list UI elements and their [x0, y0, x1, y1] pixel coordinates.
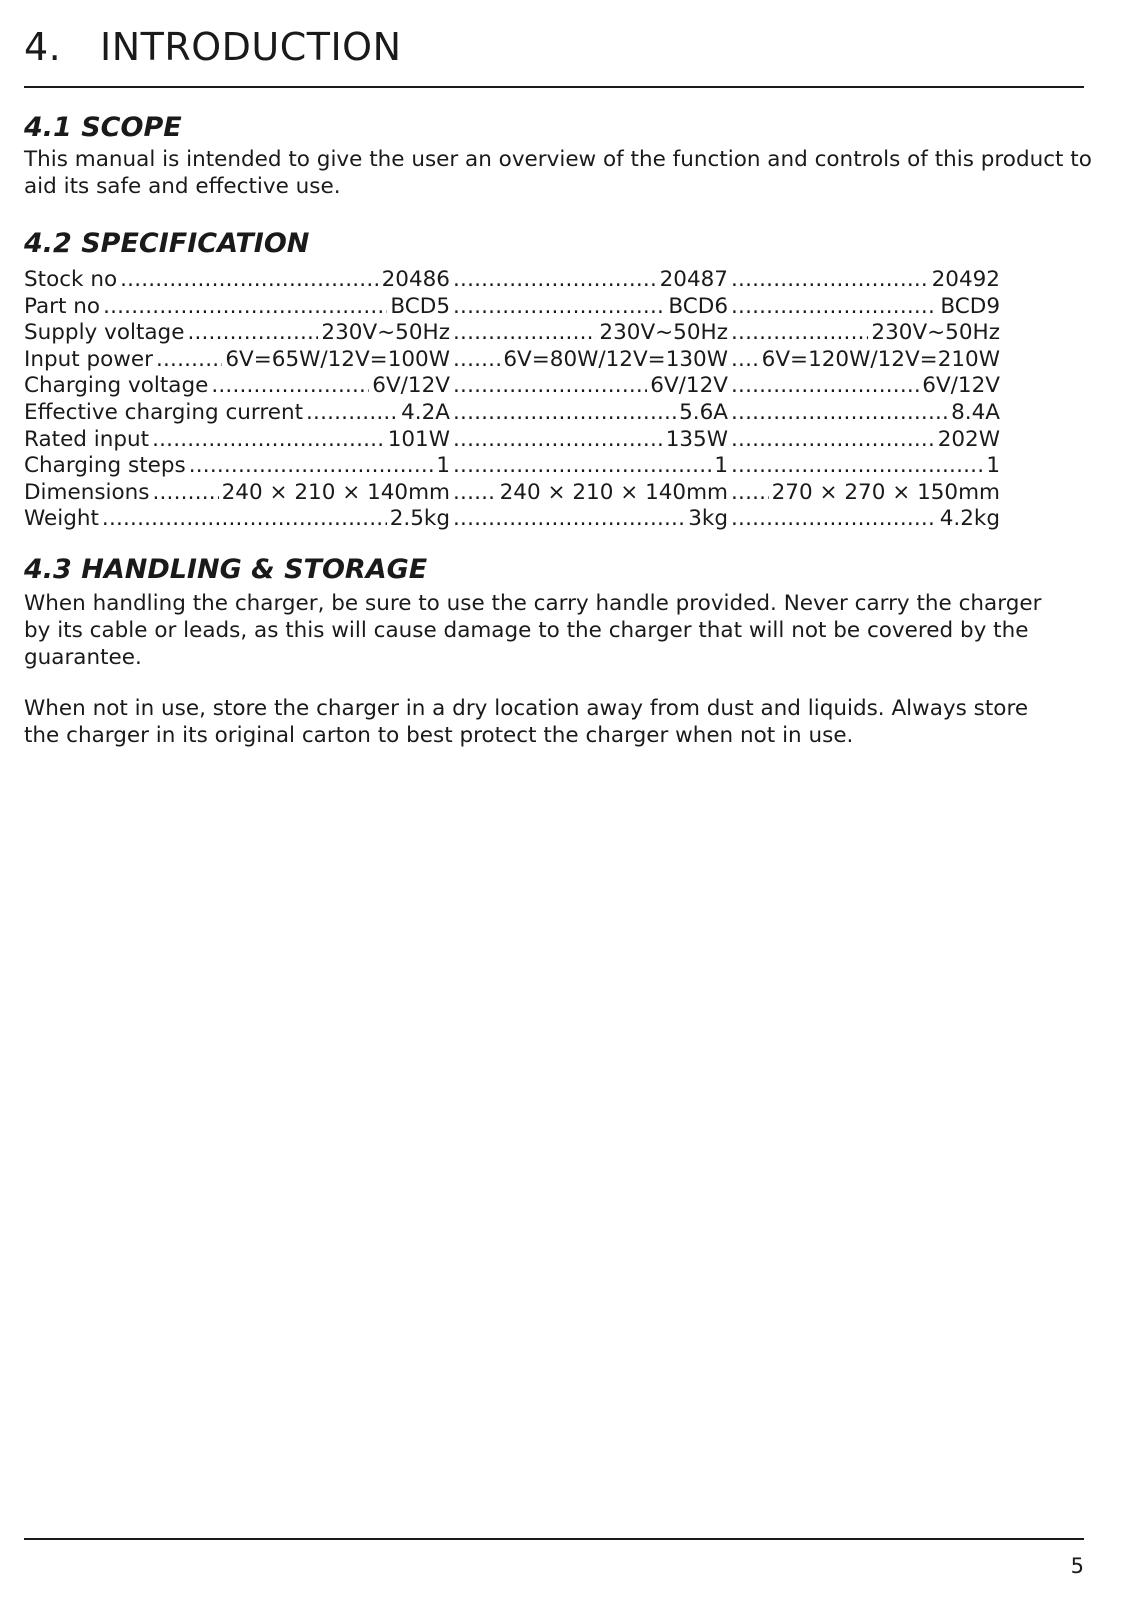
- spec-label: Charging voltage: [24, 373, 209, 399]
- spec-value: 20487: [659, 267, 728, 292]
- dot-leader: [187, 320, 318, 347]
- spec-row: [24, 320, 1114, 347]
- specification-heading: 4.2 SPECIFICATION: [24, 228, 310, 259]
- dot-leader: [120, 267, 378, 294]
- spec-value: 5.6A: [679, 399, 728, 425]
- dot-leader: [152, 427, 385, 454]
- dot-leader: [731, 347, 759, 374]
- scope-heading: 4.1 SCOPE: [24, 112, 182, 143]
- spec-row: [24, 347, 1114, 374]
- handling-heading: 4.3 HANDLING & STORAGE: [24, 554, 428, 585]
- spec-row: [24, 427, 1114, 454]
- dot-leader: [211, 373, 369, 400]
- dot-leader: [306, 400, 398, 427]
- chapter-title: INTRODUCTION: [100, 25, 402, 69]
- spec-value: 6V/12V: [922, 373, 1000, 399]
- dot-leader: [103, 294, 387, 321]
- spec-value: 230V~50Hz: [871, 320, 1000, 346]
- title-divider: [24, 86, 1084, 88]
- spec-row: [24, 294, 1114, 321]
- spec-label: Stock no: [24, 267, 118, 292]
- dot-leader: [453, 400, 676, 427]
- specification-table: [24, 267, 1114, 533]
- footer-divider: [24, 1538, 1084, 1540]
- dot-leader: [731, 373, 919, 400]
- dot-leader: [453, 267, 657, 294]
- spec-value: 202W: [937, 426, 1000, 452]
- dot-leader: [156, 347, 222, 374]
- spec-row: [24, 373, 1114, 400]
- spec-value: 240 × 210 × 140mm: [499, 479, 728, 505]
- dot-leader: [731, 400, 948, 427]
- spec-value: 1: [436, 453, 450, 479]
- spec-value: 270 × 270 × 150mm: [771, 479, 1000, 505]
- handling-paragraph-2: When not in use, store the charger in a dry location away from dust and liquids. Always store the charger in its original carton to best protect the charger when not in use.: [24, 696, 1029, 748]
- spec-value: 230V~50Hz: [599, 320, 728, 346]
- dot-leader: [731, 506, 937, 533]
- spec-value: 6V/12V: [372, 373, 450, 399]
- spec-value: BCD6: [668, 293, 728, 319]
- dot-leader: [152, 480, 218, 507]
- spec-value: BCD5: [390, 293, 450, 319]
- spec-value: 135W: [665, 426, 728, 452]
- dot-leader: [189, 453, 434, 480]
- page-number: 5: [1070, 1554, 1084, 1578]
- spec-value: 6V=80W/12V=130W: [503, 346, 728, 372]
- spec-value: 1: [986, 453, 1000, 479]
- spec-label: Charging steps: [24, 453, 186, 479]
- spec-value: 20486: [381, 267, 450, 292]
- dot-leader: [102, 506, 387, 533]
- spec-label: Supply voltage: [24, 320, 185, 346]
- spec-row: [24, 400, 1114, 427]
- spec-label: Weight: [24, 506, 99, 532]
- handling-paragraph-1: When handling the charger, be sure to use the carry handle provided. Never carry the charger by its cable or leads, as this will cause damage to the charger that will not be covered by the guarantee.: [24, 591, 1042, 670]
- chapter-number: 4.: [24, 25, 62, 69]
- spec-value: BCD9: [940, 293, 1000, 319]
- spec-value: 4.2kg: [939, 506, 1000, 532]
- dot-leader: [731, 480, 769, 507]
- scope-text: This manual is intended to give the user an overview of the function and controls of this product to aid its safe and effective use.: [24, 147, 1092, 199]
- spec-label: Input power: [24, 346, 153, 372]
- spec-row: [24, 267, 1114, 294]
- spec-value: 4.2A: [401, 399, 450, 425]
- dot-leader: [731, 267, 929, 294]
- spec-value: 6V=120W/12V=210W: [761, 346, 1000, 372]
- spec-value: 6V/12V: [650, 373, 728, 399]
- dot-leader: [731, 427, 935, 454]
- spec-value: 2.5kg: [389, 506, 450, 532]
- spec-value: 1: [714, 453, 728, 479]
- spec-label: Rated input: [24, 426, 150, 452]
- dot-leader: [453, 373, 647, 400]
- spec-value: 101W: [387, 426, 450, 452]
- page-title: [24, 25, 402, 69]
- spec-label: Effective charging current: [24, 399, 304, 425]
- dot-leader: [453, 453, 711, 480]
- spec-value: 3kg: [688, 506, 728, 532]
- dot-leader: [453, 480, 497, 507]
- spec-value: 240 × 210 × 140mm: [221, 479, 450, 505]
- dot-leader: [453, 347, 500, 374]
- spec-row: [24, 480, 1114, 507]
- dot-leader: [731, 320, 868, 347]
- dot-leader: [453, 320, 596, 347]
- spec-row: [24, 506, 1114, 533]
- spec-value: 20492: [931, 267, 1000, 292]
- spec-label: Part no: [24, 293, 101, 319]
- spec-row: [24, 453, 1114, 480]
- spec-value: 230V~50Hz: [321, 320, 450, 346]
- spec-label: Dimensions: [24, 479, 150, 505]
- dot-leader: [731, 453, 983, 480]
- dot-leader: [453, 427, 663, 454]
- dot-leader: [731, 294, 937, 321]
- dot-leader: [453, 294, 665, 321]
- spec-value: 6V=65W/12V=100W: [225, 346, 450, 372]
- spec-value: 8.4A: [951, 399, 1000, 425]
- dot-leader: [453, 506, 685, 533]
